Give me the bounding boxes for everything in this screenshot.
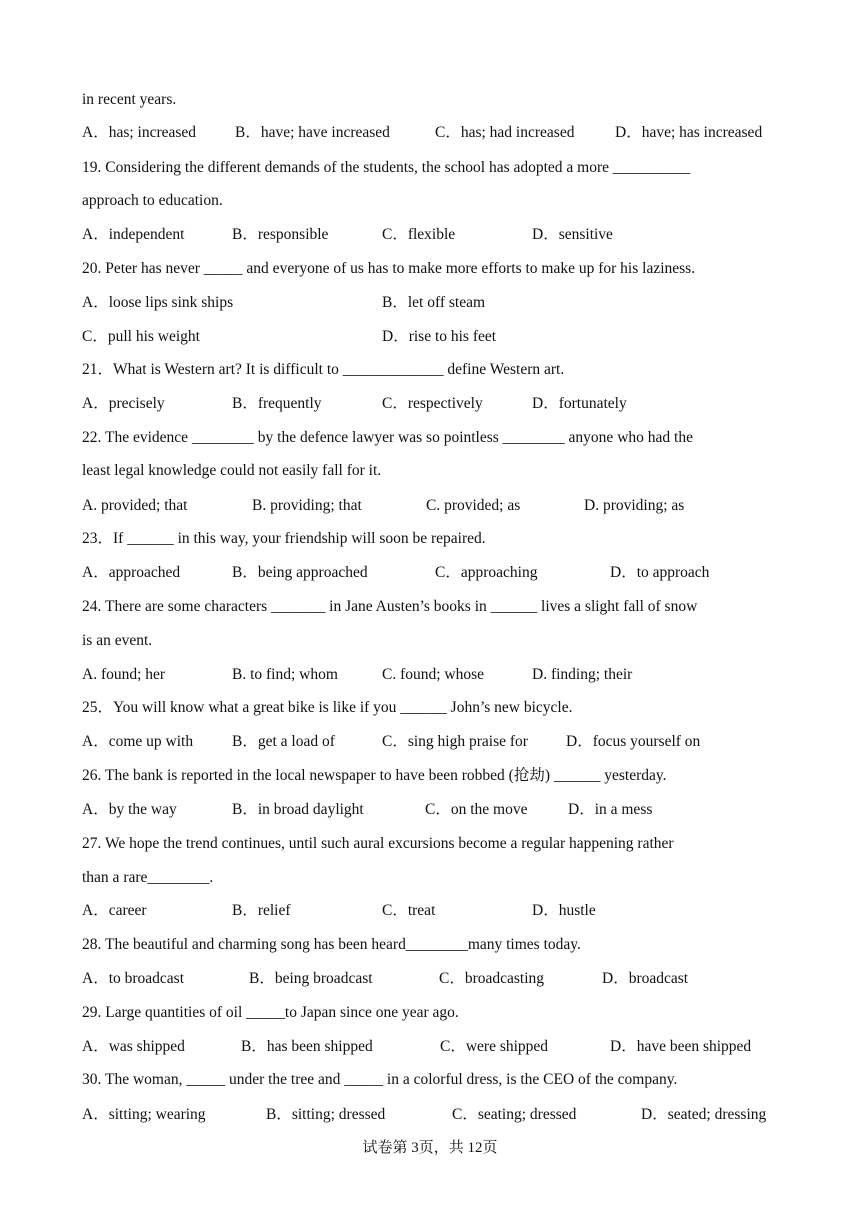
option-b: B．relief: [232, 902, 291, 919]
question-22-stem-cont: least legal knowledge could not easily fall for it.: [82, 462, 382, 479]
option-d: D．seated; dressing: [641, 1106, 767, 1123]
question-20-options-row2: [82, 327, 782, 347]
option-d: D．broadcast: [602, 970, 689, 987]
option-b: B. to find; whom: [232, 666, 338, 683]
question-19-stem-cont: approach to education.: [82, 192, 223, 209]
option-a: A．loose lips sink ships: [82, 294, 234, 311]
page-footer: 试卷第 3页，共 12页: [362, 1140, 498, 1156]
option-c: C．treat: [382, 902, 436, 919]
option-c: C．has; had increased: [435, 124, 575, 141]
option-b: B．in broad daylight: [232, 801, 364, 818]
question-22-options: [82, 496, 782, 516]
question-20-options-row1: [82, 293, 782, 313]
option-b: B．let off steam: [382, 294, 486, 311]
option-b: B．responsible: [232, 226, 329, 243]
option-d: D．rise to his feet: [382, 328, 497, 345]
option-b: B．being approached: [232, 564, 368, 581]
question-29-stem: 29. Large quantities of oil _____to Japan since one year ago.: [82, 1004, 459, 1021]
option-a: A．has; increased: [82, 124, 197, 141]
question-30-stem: 30. The woman, _____ under the tree and _____ in a colorful dress, is the CEO of the company.: [82, 1071, 678, 1088]
option-a: A．come up with: [82, 733, 194, 750]
option-d: D. finding; their: [532, 666, 633, 683]
option-c: C．were shipped: [440, 1038, 549, 1055]
question-22-stem: 22. The evidence ________ by the defence lawyer was so pointless ________ anyone who had the: [82, 429, 693, 446]
option-d: D．hustle: [532, 902, 596, 919]
question-27-options: [82, 901, 782, 921]
option-a: A．was shipped: [82, 1038, 185, 1055]
question-24-options: [82, 665, 782, 685]
option-d: D．have; has increased: [615, 124, 763, 141]
option-a: A．precisely: [82, 395, 165, 412]
option-b: B．being broadcast: [249, 970, 373, 987]
question-24-stem-cont: is an event.: [82, 632, 153, 649]
question-21-options: [82, 394, 782, 414]
option-c: C．sing high praise for: [382, 733, 528, 750]
question-30-options: [82, 1105, 782, 1125]
question-24-stem: 24. There are some characters _______ in Jane Austen’s books in ______ lives a slight fall of snow: [82, 598, 698, 615]
option-d: D．in a mess: [568, 801, 653, 818]
option-d: D．focus yourself on: [566, 733, 701, 750]
question-25-options: [82, 732, 782, 752]
option-c: C．flexible: [382, 226, 456, 243]
option-a: A．approached: [82, 564, 181, 581]
question-27-stem-cont: than a rare________.: [82, 869, 214, 886]
question-25-stem: 25．You will know what a great bike is like if you ______ John’s new bicycle.: [82, 699, 573, 716]
question-21-stem: 21．What is Western art? It is difficult to _____________ define Western art.: [82, 361, 565, 378]
option-b: B. providing; that: [252, 497, 362, 514]
option-a: A. provided; that: [82, 497, 188, 514]
option-d: D．have been shipped: [610, 1038, 752, 1055]
question-28-options: [82, 969, 782, 989]
option-b: B．has been shipped: [241, 1038, 373, 1055]
option-a: A. found; her: [82, 666, 166, 683]
option-b: B．frequently: [232, 395, 322, 412]
option-c: C．on the move: [425, 801, 528, 818]
question-26-options: [82, 800, 782, 820]
option-d: D．fortunately: [532, 395, 627, 412]
question-20-stem: 20. Peter has never _____ and everyone of us has to make more efforts to make up for his laziness.: [82, 260, 696, 277]
question-26-stem: 26. The bank is reported in the local newspaper to have been robbed (抢劫) ______ yesterday.: [82, 767, 667, 784]
question-28-stem: 28. The beautiful and charming song has been heard________many times today.: [82, 936, 581, 953]
option-a: A．independent: [82, 226, 185, 243]
option-c: C．broadcasting: [439, 970, 545, 987]
option-a: A．to broadcast: [82, 970, 185, 987]
option-b: B．have; have increased: [235, 124, 390, 141]
question-18-options: [82, 123, 782, 143]
question-27-stem: 27. We hope the trend continues, until such aural excursions become a regular happening rather: [82, 835, 674, 852]
option-c: C. provided; as: [426, 497, 521, 514]
question-19-options: [82, 225, 782, 245]
option-c: C. found; whose: [382, 666, 485, 683]
question-29-options: [82, 1037, 782, 1057]
option-a: A．career: [82, 902, 147, 919]
option-b: B．get a load of: [232, 733, 335, 750]
question-19-stem: 19. Considering the different demands of the students, the school has adopted a more __________: [82, 159, 691, 176]
option-d: D．to approach: [610, 564, 710, 581]
question-18-continuation: in recent years.: [82, 91, 177, 108]
question-23-options: [82, 563, 782, 583]
option-c: C．respectively: [382, 395, 483, 412]
option-d: D．sensitive: [532, 226, 613, 243]
option-d: D. providing; as: [584, 497, 685, 514]
option-b: B．sitting; dressed: [266, 1106, 386, 1123]
option-c: C．pull his weight: [82, 328, 200, 345]
option-a: A．by the way: [82, 801, 177, 818]
question-23-stem: 23．If ______ in this way, your friendship will soon be repaired.: [82, 530, 486, 547]
option-c: C．approaching: [435, 564, 538, 581]
option-a: A．sitting; wearing: [82, 1106, 206, 1123]
option-c: C．seating; dressed: [452, 1106, 577, 1123]
